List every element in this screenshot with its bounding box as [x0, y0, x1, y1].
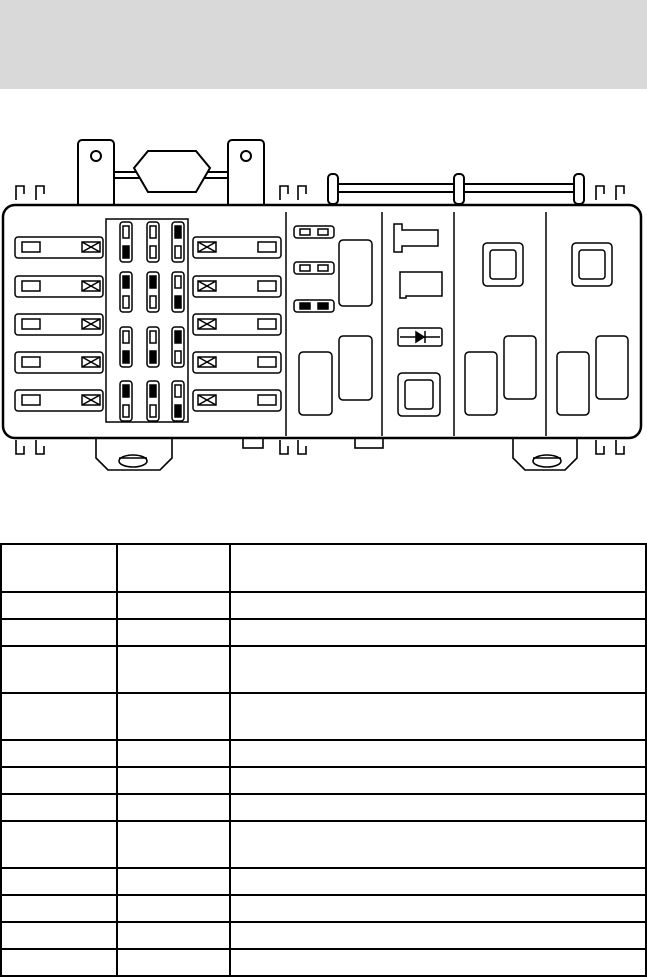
- table-row: [1, 592, 646, 619]
- header-cell: [230, 544, 646, 592]
- table-cell: [117, 767, 230, 794]
- table-row: [1, 821, 646, 868]
- table-cell: [117, 794, 230, 821]
- table-cell: [230, 767, 646, 794]
- table-cell: [230, 794, 646, 821]
- table-cell: [230, 592, 646, 619]
- top-connector-bracket: [114, 151, 228, 192]
- right-mounting-tab: [228, 140, 264, 210]
- mini-fuse-panel: [106, 219, 188, 422]
- table-cell: [230, 740, 646, 767]
- table-cell: [117, 592, 230, 619]
- table-cell: [117, 619, 230, 646]
- table-cell: [230, 693, 646, 740]
- table-cell: [1, 619, 117, 646]
- table-cell: [230, 646, 646, 693]
- table-cell: [1, 922, 117, 949]
- table-row: [1, 619, 646, 646]
- table-header-row: [1, 544, 646, 592]
- table-cell: [1, 740, 117, 767]
- table-cell: [117, 740, 230, 767]
- table-row: [1, 868, 646, 895]
- table-cell: [1, 767, 117, 794]
- table-cell: [1, 949, 117, 976]
- table-cell: [117, 646, 230, 693]
- table-cell: [230, 619, 646, 646]
- bottom-right-bracket: [513, 438, 577, 470]
- table-row: [1, 740, 646, 767]
- top-rail: [328, 174, 584, 204]
- table-row: [1, 895, 646, 922]
- table-cell: [117, 693, 230, 740]
- table-cell: [1, 895, 117, 922]
- table-row: [1, 693, 646, 740]
- header-cell: [1, 544, 117, 592]
- table-cell: [230, 949, 646, 976]
- table-cell: [117, 949, 230, 976]
- bottom-left-bracket: [96, 438, 172, 470]
- left-mounting-tab: [78, 140, 114, 210]
- table-cell: [1, 592, 117, 619]
- table-cell: [1, 693, 117, 740]
- table-cell: [117, 922, 230, 949]
- table-cell: [117, 895, 230, 922]
- table-cell: [1, 821, 117, 868]
- fuse-box-diagram: [0, 128, 647, 480]
- table-row: [1, 922, 646, 949]
- header-cell: [117, 544, 230, 592]
- table-cell: [230, 922, 646, 949]
- bottom-clips: [16, 438, 624, 454]
- header-band: [0, 0, 647, 89]
- table-cell: [117, 868, 230, 895]
- table-cell: [1, 646, 117, 693]
- table-cell: [1, 868, 117, 895]
- table-row: [1, 949, 646, 976]
- table-row: [1, 794, 646, 821]
- fuse-table: [0, 543, 647, 977]
- table-row: [1, 646, 646, 693]
- table-cell: [230, 821, 646, 868]
- table-cell: [117, 821, 230, 868]
- table-cell: [230, 895, 646, 922]
- table-cell: [1, 794, 117, 821]
- table-row: [1, 767, 646, 794]
- table-cell: [230, 868, 646, 895]
